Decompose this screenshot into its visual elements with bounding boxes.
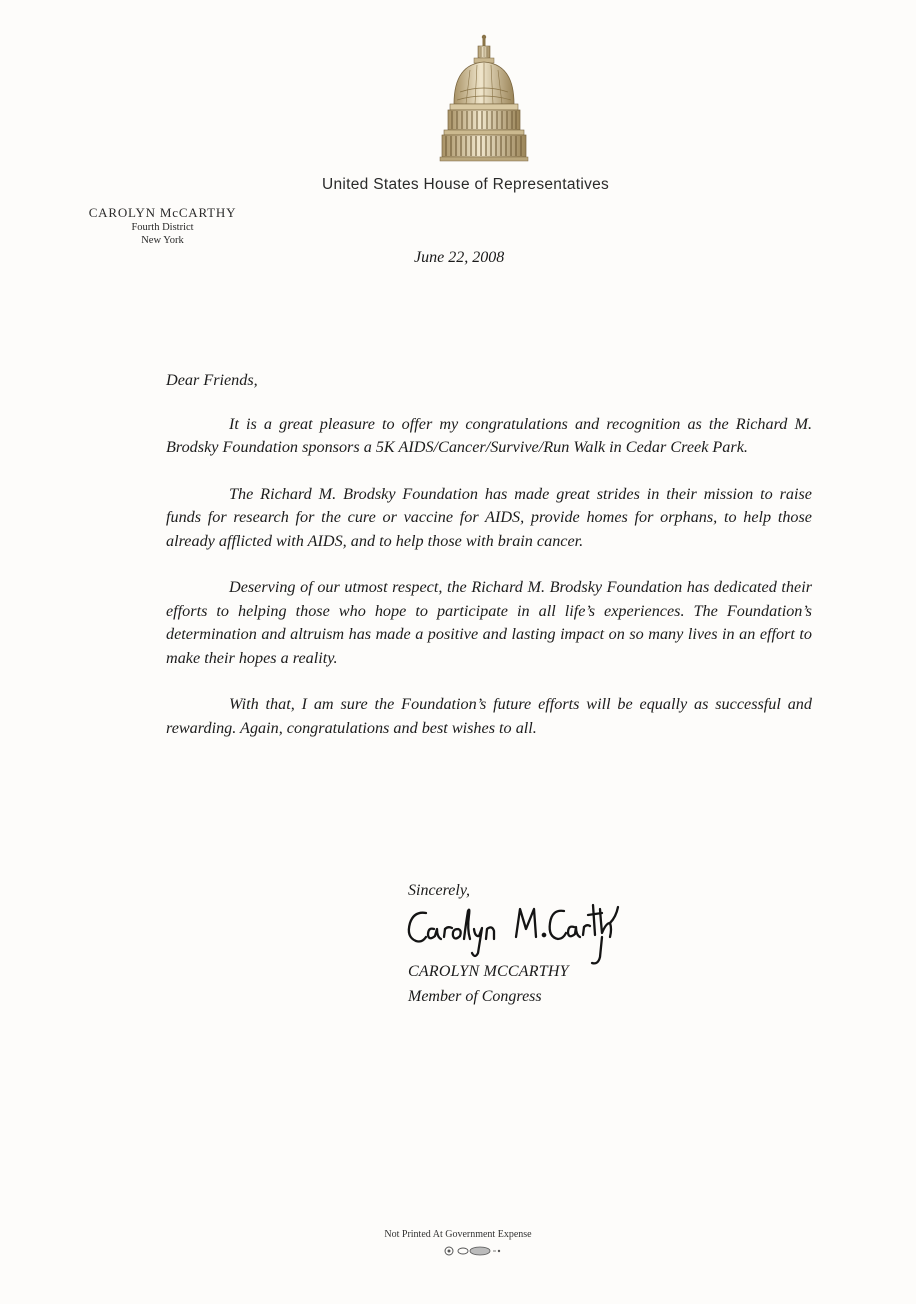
- sender-state: New York: [141, 235, 184, 246]
- handwritten-signature: [404, 893, 624, 969]
- salutation: Dear Friends,: [166, 371, 258, 389]
- closing: Sincerely,: [408, 882, 471, 899]
- signer-title: Member of Congress: [408, 988, 542, 1005]
- letter-body: [166, 369, 812, 763]
- footer-notice: Not Printed At Government Expense: [384, 1229, 532, 1240]
- sender-block: [80, 205, 245, 247]
- body-paragraph-4: With that, I am sure the Foundation’s future efforts will be equally as successful and rewarding. Again, congratulations and best wishes to all.: [166, 695, 812, 737]
- union-bug-icon: [443, 1244, 503, 1258]
- capitol-dome-icon: [438, 34, 530, 162]
- body-paragraph-2: The Richard M. Brodsky Foundation has made great strides in their mission to raise funds for research for the cure or vaccine for AIDS, provide homes for orphans, to help those already afflicted with AIDS, and to help those with brain cancer.: [166, 484, 812, 550]
- body-paragraph-1: It is a great pleasure to offer my congratulations and recognition as the Richard M. Brodsky Foundation sponsors a 5K AIDS/Cancer/Survive/Run Walk in Cedar Creek Park.: [166, 414, 812, 456]
- institution-title: United States House of Representatives: [322, 176, 610, 193]
- body-paragraph-3: Deserving of our utmost respect, the Richard M. Brodsky Foundation has dedicated their efforts to helping those who hope to participate in all life’s experiences. The Foundation’s determination and altruism has made a positive and lasting impact on so many lives in an effort to make their hopes a reality.: [166, 578, 812, 667]
- sender-name: CAROLYN McCARTHY: [88, 205, 237, 220]
- letter-date: June 22, 2008: [414, 249, 505, 266]
- sender-district: Fourth District: [131, 222, 194, 233]
- signer-name: CAROLYN MCCARTHY: [408, 963, 569, 980]
